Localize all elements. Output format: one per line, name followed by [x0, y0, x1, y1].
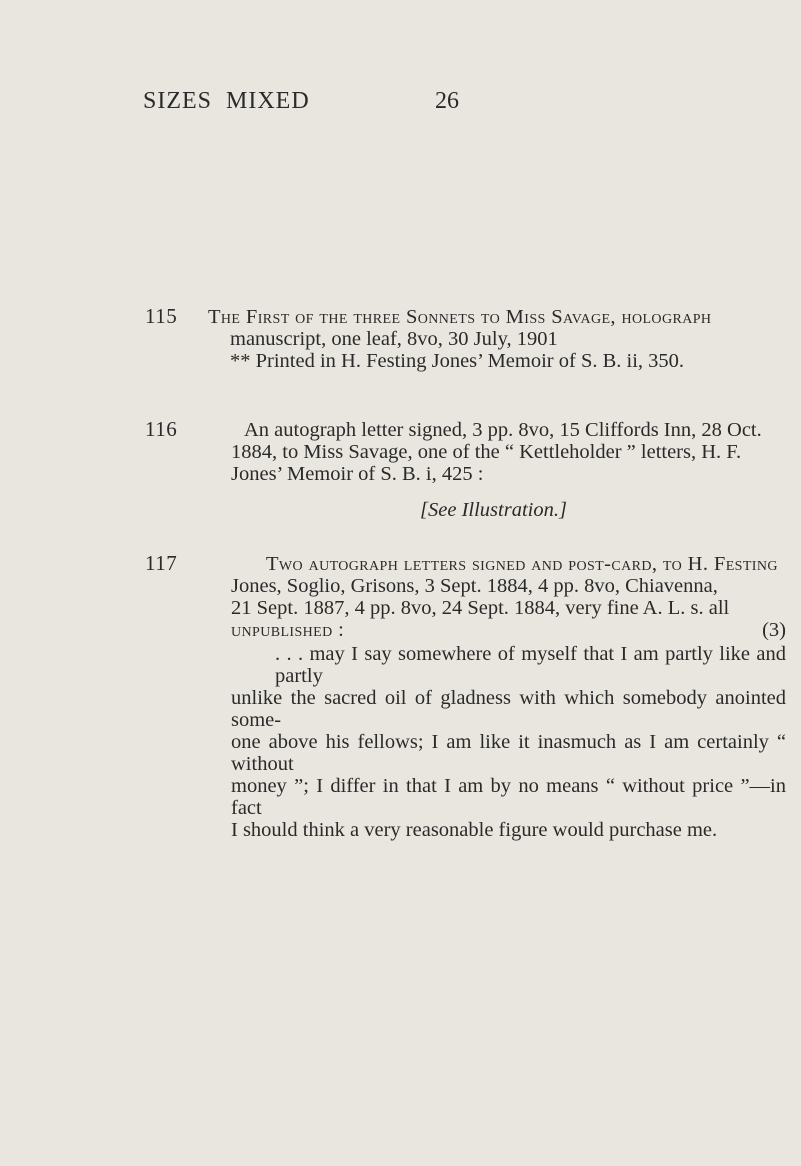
lot-number: 115	[145, 304, 178, 328]
lot-line: Two autograph letters signed and post-card, to H. Festing	[266, 553, 778, 575]
page-header	[143, 88, 459, 169]
lot-description	[244, 419, 786, 441]
lot-line: 21 Sept. 1887, 4 pp. 8vo, 24 Sept. 1884, very fine A. L. s. all	[231, 597, 730, 619]
quote-line: money ”; I differ in that I am by no means “ without price ”—in fact	[231, 775, 786, 819]
lot-description	[266, 553, 786, 575]
lot-line: Jones, Soglio, Grisons, 3 Sept. 1884, 4 pp. 8vo, Chiavenna,	[231, 575, 718, 597]
quote-line: I should think a very reasonable figure would purchase me.	[231, 819, 718, 841]
page-number: 26	[435, 88, 459, 114]
lot-line: An autograph letter signed, 3 pp. 8vo, 15 Cliffords Inn, 28 Oct.	[244, 419, 762, 441]
lot-line: 1884, to Miss Savage, one of the “ Kettleholder ” letters, H. F.	[231, 441, 742, 463]
quote-line: one above his fellows; I am like it inasmuch as I am certainly “ without	[231, 731, 786, 775]
lot-description	[208, 306, 786, 372]
lot-description-cont	[231, 441, 786, 521]
lot-line-left: unpublished :	[231, 619, 345, 641]
lot-description-cont	[231, 575, 786, 841]
lot-note: ** Printed in H. Festing Jones’ Memoir of S. B. ii, 350.	[230, 350, 685, 372]
lot-line: manuscript, one leaf, 8vo, 30 July, 1901	[230, 328, 558, 350]
lot-number: 117	[145, 551, 178, 575]
lot-line: Jones’ Memoir of S. B. i, 425 :	[231, 463, 484, 485]
illustration-reference: [See Illustration.]	[420, 499, 567, 521]
quote-line: . . . may I say somewhere of myself that I am partly like and partly	[275, 643, 786, 687]
lot-line	[231, 619, 786, 641]
quote-line: unlike the sacred oil of gladness with which somebody anointed some-	[231, 687, 786, 731]
lot-number: 116	[145, 417, 178, 441]
section-title: SIZES MIXED	[143, 88, 310, 114]
lot-quantity: (3)	[762, 619, 786, 641]
lot-line: The First of the three Sonnets to Miss Savage, holograph	[208, 306, 712, 328]
